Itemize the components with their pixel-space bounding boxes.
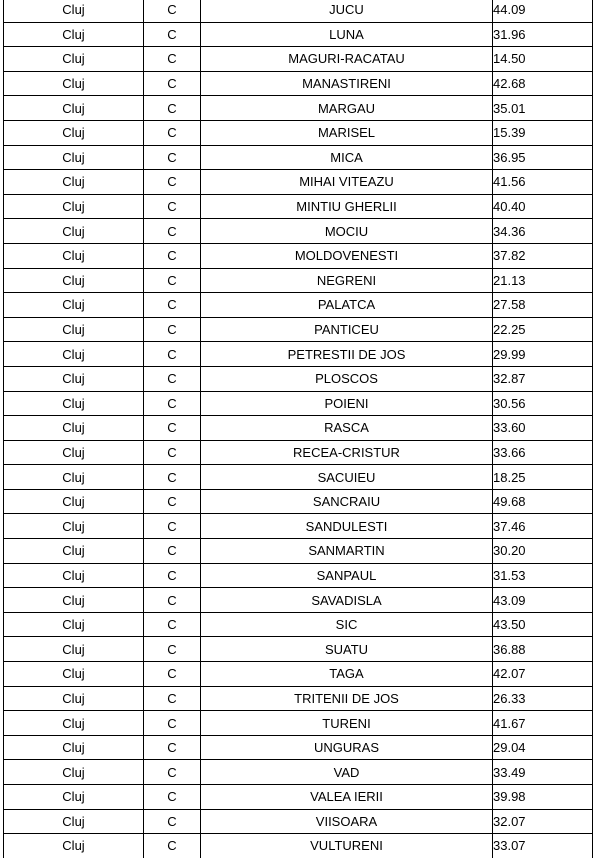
locality-name-cell: SANDULESTI bbox=[201, 514, 493, 539]
value-cell: 42.07 bbox=[493, 662, 593, 687]
value-cell: 30.20 bbox=[493, 539, 593, 564]
value-cell: 40.40 bbox=[493, 194, 593, 219]
locality-name-cell: PETRESTII DE JOS bbox=[201, 342, 493, 367]
locality-name-cell: VAD bbox=[201, 760, 493, 785]
table-body bbox=[4, 0, 593, 858]
table-row bbox=[4, 293, 593, 318]
county-cell: Cluj bbox=[4, 96, 144, 121]
value-cell: 34.36 bbox=[493, 219, 593, 244]
county-cell: Cluj bbox=[4, 22, 144, 47]
county-cell: Cluj bbox=[4, 760, 144, 785]
locality-name-cell: RASCA bbox=[201, 416, 493, 441]
county-cell: Cluj bbox=[4, 809, 144, 834]
type-cell: C bbox=[144, 834, 201, 858]
county-cell: Cluj bbox=[4, 366, 144, 391]
county-cell: Cluj bbox=[4, 268, 144, 293]
table-row bbox=[4, 662, 593, 687]
type-cell: C bbox=[144, 0, 201, 22]
type-cell: C bbox=[144, 539, 201, 564]
locality-name-cell: JUCU bbox=[201, 0, 493, 22]
table-row bbox=[4, 539, 593, 564]
county-cell: Cluj bbox=[4, 735, 144, 760]
county-cell: Cluj bbox=[4, 194, 144, 219]
table-row bbox=[4, 145, 593, 170]
county-cell: Cluj bbox=[4, 711, 144, 736]
locality-name-cell: PANTICEU bbox=[201, 317, 493, 342]
locality-name-cell: MAGURI-RACATAU bbox=[201, 47, 493, 72]
locality-name-cell: VULTURENI bbox=[201, 834, 493, 858]
type-cell: C bbox=[144, 120, 201, 145]
type-cell: C bbox=[144, 563, 201, 588]
county-cell: Cluj bbox=[4, 834, 144, 858]
data-table bbox=[3, 0, 593, 858]
table-row bbox=[4, 96, 593, 121]
table-row bbox=[4, 342, 593, 367]
type-cell: C bbox=[144, 243, 201, 268]
value-cell: 18.25 bbox=[493, 465, 593, 490]
value-cell: 37.46 bbox=[493, 514, 593, 539]
type-cell: C bbox=[144, 268, 201, 293]
type-cell: C bbox=[144, 219, 201, 244]
value-cell: 22.25 bbox=[493, 317, 593, 342]
type-cell: C bbox=[144, 366, 201, 391]
table-row bbox=[4, 612, 593, 637]
type-cell: C bbox=[144, 96, 201, 121]
locality-name-cell: SUATU bbox=[201, 637, 493, 662]
locality-name-cell: TRITENII DE JOS bbox=[201, 686, 493, 711]
table-row bbox=[4, 391, 593, 416]
value-cell: 41.67 bbox=[493, 711, 593, 736]
type-cell: C bbox=[144, 686, 201, 711]
type-cell: C bbox=[144, 588, 201, 613]
value-cell: 14.50 bbox=[493, 47, 593, 72]
county-cell: Cluj bbox=[4, 465, 144, 490]
county-cell: Cluj bbox=[4, 170, 144, 195]
value-cell: 32.07 bbox=[493, 809, 593, 834]
type-cell: C bbox=[144, 170, 201, 195]
locality-name-cell: SACUIEU bbox=[201, 465, 493, 490]
type-cell: C bbox=[144, 22, 201, 47]
county-cell: Cluj bbox=[4, 686, 144, 711]
table-row bbox=[4, 22, 593, 47]
value-cell: 37.82 bbox=[493, 243, 593, 268]
locality-name-cell: MARISEL bbox=[201, 120, 493, 145]
value-cell: 36.95 bbox=[493, 145, 593, 170]
value-cell: 43.50 bbox=[493, 612, 593, 637]
value-cell: 33.07 bbox=[493, 834, 593, 858]
table-row bbox=[4, 588, 593, 613]
county-cell: Cluj bbox=[4, 637, 144, 662]
table-row bbox=[4, 760, 593, 785]
table-row bbox=[4, 785, 593, 810]
county-cell: Cluj bbox=[4, 391, 144, 416]
locality-name-cell: UNGURAS bbox=[201, 735, 493, 760]
value-cell: 39.98 bbox=[493, 785, 593, 810]
county-cell: Cluj bbox=[4, 416, 144, 441]
table-row bbox=[4, 489, 593, 514]
type-cell: C bbox=[144, 71, 201, 96]
locality-name-cell: SANPAUL bbox=[201, 563, 493, 588]
type-cell: C bbox=[144, 785, 201, 810]
value-cell: 21.13 bbox=[493, 268, 593, 293]
value-cell: 32.87 bbox=[493, 366, 593, 391]
value-cell: 31.53 bbox=[493, 563, 593, 588]
table-row bbox=[4, 440, 593, 465]
value-cell: 31.96 bbox=[493, 22, 593, 47]
value-cell: 26.33 bbox=[493, 686, 593, 711]
table-row bbox=[4, 0, 593, 22]
table-row bbox=[4, 834, 593, 858]
value-cell: 27.58 bbox=[493, 293, 593, 318]
locality-name-cell: MANASTIRENI bbox=[201, 71, 493, 96]
type-cell: C bbox=[144, 440, 201, 465]
locality-name-cell: MIHAI VITEAZU bbox=[201, 170, 493, 195]
locality-name-cell: MOCIU bbox=[201, 219, 493, 244]
county-cell: Cluj bbox=[4, 662, 144, 687]
value-cell: 33.60 bbox=[493, 416, 593, 441]
table-row bbox=[4, 317, 593, 342]
type-cell: C bbox=[144, 662, 201, 687]
county-cell: Cluj bbox=[4, 47, 144, 72]
table-row bbox=[4, 47, 593, 72]
county-cell: Cluj bbox=[4, 219, 144, 244]
type-cell: C bbox=[144, 416, 201, 441]
table-row bbox=[4, 194, 593, 219]
type-cell: C bbox=[144, 711, 201, 736]
type-cell: C bbox=[144, 514, 201, 539]
table-row bbox=[4, 170, 593, 195]
county-cell: Cluj bbox=[4, 145, 144, 170]
type-cell: C bbox=[144, 342, 201, 367]
locality-name-cell: MINTIU GHERLII bbox=[201, 194, 493, 219]
locality-name-cell: LUNA bbox=[201, 22, 493, 47]
table-row bbox=[4, 268, 593, 293]
table-row bbox=[4, 465, 593, 490]
type-cell: C bbox=[144, 637, 201, 662]
locality-name-cell: PLOSCOS bbox=[201, 366, 493, 391]
value-cell: 15.39 bbox=[493, 120, 593, 145]
locality-name-cell: RECEA-CRISTUR bbox=[201, 440, 493, 465]
locality-name-cell: MOLDOVENESTI bbox=[201, 243, 493, 268]
value-cell: 36.88 bbox=[493, 637, 593, 662]
type-cell: C bbox=[144, 489, 201, 514]
county-cell: Cluj bbox=[4, 71, 144, 96]
table-row bbox=[4, 416, 593, 441]
locality-name-cell: SANMARTIN bbox=[201, 539, 493, 564]
county-cell: Cluj bbox=[4, 489, 144, 514]
value-cell: 33.66 bbox=[493, 440, 593, 465]
table-row bbox=[4, 366, 593, 391]
county-cell: Cluj bbox=[4, 612, 144, 637]
type-cell: C bbox=[144, 293, 201, 318]
county-cell: Cluj bbox=[4, 539, 144, 564]
type-cell: C bbox=[144, 194, 201, 219]
county-cell: Cluj bbox=[4, 293, 144, 318]
table-row bbox=[4, 219, 593, 244]
county-cell: Cluj bbox=[4, 440, 144, 465]
locality-name-cell: SAVADISLA bbox=[201, 588, 493, 613]
county-cell: Cluj bbox=[4, 0, 144, 22]
locality-name-cell: MARGAU bbox=[201, 96, 493, 121]
county-cell: Cluj bbox=[4, 243, 144, 268]
type-cell: C bbox=[144, 391, 201, 416]
locality-name-cell: NEGRENI bbox=[201, 268, 493, 293]
table-row bbox=[4, 637, 593, 662]
type-cell: C bbox=[144, 735, 201, 760]
type-cell: C bbox=[144, 612, 201, 637]
locality-name-cell: SANCRAIU bbox=[201, 489, 493, 514]
locality-name-cell: SIC bbox=[201, 612, 493, 637]
value-cell: 43.09 bbox=[493, 588, 593, 613]
county-cell: Cluj bbox=[4, 514, 144, 539]
locality-name-cell: TAGA bbox=[201, 662, 493, 687]
value-cell: 30.56 bbox=[493, 391, 593, 416]
county-cell: Cluj bbox=[4, 342, 144, 367]
table-row bbox=[4, 71, 593, 96]
value-cell: 35.01 bbox=[493, 96, 593, 121]
type-cell: C bbox=[144, 465, 201, 490]
county-cell: Cluj bbox=[4, 317, 144, 342]
value-cell: 41.56 bbox=[493, 170, 593, 195]
county-cell: Cluj bbox=[4, 785, 144, 810]
type-cell: C bbox=[144, 47, 201, 72]
table-row bbox=[4, 711, 593, 736]
table-row bbox=[4, 120, 593, 145]
locality-name-cell: TURENI bbox=[201, 711, 493, 736]
value-cell: 29.04 bbox=[493, 735, 593, 760]
table-row bbox=[4, 563, 593, 588]
type-cell: C bbox=[144, 809, 201, 834]
locality-name-cell: VIISOARA bbox=[201, 809, 493, 834]
type-cell: C bbox=[144, 145, 201, 170]
county-cell: Cluj bbox=[4, 588, 144, 613]
county-cell: Cluj bbox=[4, 120, 144, 145]
locality-name-cell: POIENI bbox=[201, 391, 493, 416]
value-cell: 33.49 bbox=[493, 760, 593, 785]
value-cell: 44.09 bbox=[493, 0, 593, 22]
locality-name-cell: PALATCA bbox=[201, 293, 493, 318]
county-cell: Cluj bbox=[4, 563, 144, 588]
locality-name-cell: MICA bbox=[201, 145, 493, 170]
type-cell: C bbox=[144, 760, 201, 785]
table-row bbox=[4, 243, 593, 268]
value-cell: 29.99 bbox=[493, 342, 593, 367]
table-row bbox=[4, 514, 593, 539]
value-cell: 42.68 bbox=[493, 71, 593, 96]
table-row bbox=[4, 809, 593, 834]
table-row bbox=[4, 735, 593, 760]
locality-name-cell: VALEA IERII bbox=[201, 785, 493, 810]
type-cell: C bbox=[144, 317, 201, 342]
value-cell: 49.68 bbox=[493, 489, 593, 514]
table-row bbox=[4, 686, 593, 711]
